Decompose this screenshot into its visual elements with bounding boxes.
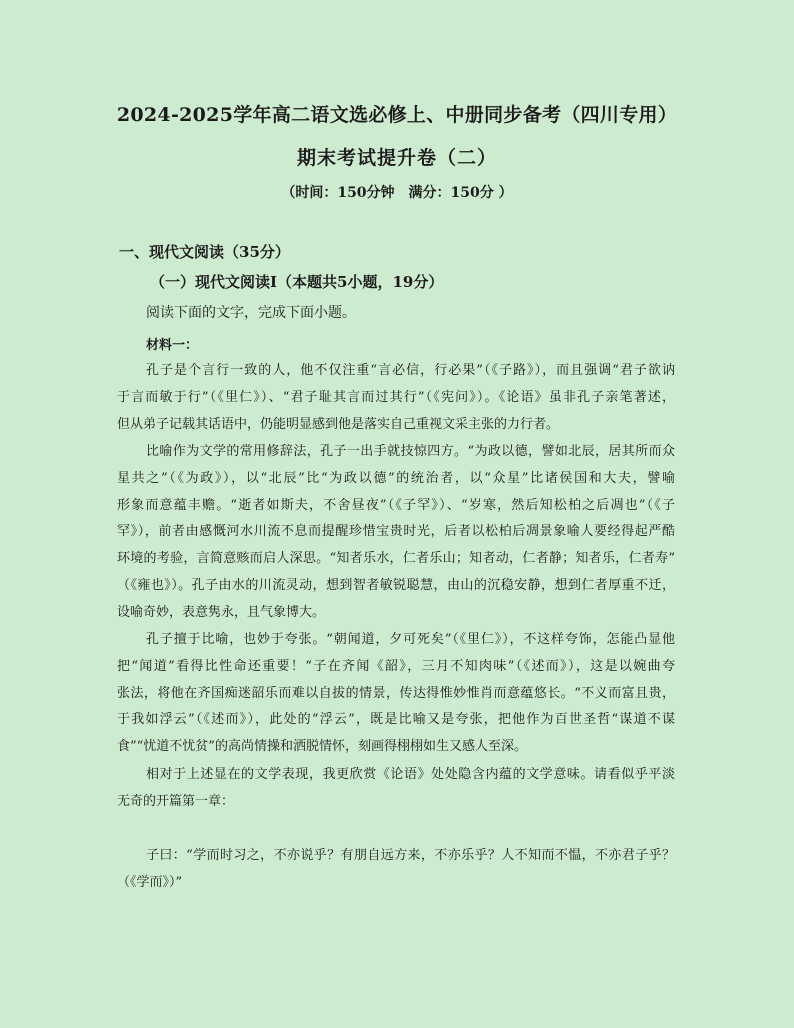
paragraph-line: 形象而意蕴丰赡。“逝者如斯夫，不舍昼夜”（《子罕》）、“岁寒，然后知松柏之后凋也”（《子 [117, 497, 675, 513]
paragraph-line: 设喻奇妙，表意隽永，且气象博大。 [117, 604, 326, 620]
paragraph-1 [117, 358, 675, 438]
paragraph-line: 无奇的开篇第一章： [117, 793, 235, 809]
paragraph-line: 环境的考验，言简意赅而启人深思。“知者乐水，仁者乐山；知者动，仁者静；知者乐，仁者寿” [117, 551, 675, 567]
section-heading: 一、现代文阅读（35分） [119, 243, 290, 261]
paragraph-line: （《学而》）” [117, 874, 183, 890]
paragraph-line: 子曰：“学而时习之，不亦说乎？有朋自远方来，不亦乐乎？人不知而不愠，不亦君子乎？ [146, 848, 675, 863]
subsection-heading: （一）现代文阅读Ⅰ（本题共5小题，19分） [150, 273, 444, 291]
paragraph-line: 罕》），前者由感慨河水川流不息而提醒珍惜宝贵时光，后者以松柏后凋景象喻人要经得起严酷 [117, 524, 675, 540]
paragraph-line: 于我如浮云”（《述而》），此处的“浮云”，既是比喻又是夸张，把他作为百世圣哲“谋道不谋 [117, 712, 675, 728]
paragraph-line: （《雍也》）。孔子由水的川流灵动，想到智者敏锐聪慧，由山的沉稳安静，想到仁者厚重不迁， [117, 577, 675, 593]
paragraph-line: 张法，将他在齐国痴迷韶乐而难以自拔的情景，传达得惟妙惟肖而意蕴悠长。“不义而富且贵， [117, 685, 675, 701]
paragraph-line: 星共之”（《为政》），以“北辰”比“为政以德”的统治者，以“众星”比诸侯国和大夫，譬喻 [117, 470, 675, 486]
paragraph-line: 但从弟子记载其话语中，仍能明显感到他是落实自己重视文采主张的力行者。 [117, 416, 560, 432]
material-label: 材料一： [146, 338, 199, 353]
quote-paragraph [117, 843, 675, 897]
paragraph-4 [117, 762, 675, 816]
paragraph-line: 把“闻道”看得比性命还重要！“子在齐闻《韶》，三月不知肉味”（《述而》），这是以婉曲夸 [117, 658, 675, 674]
exam-meta: （时间：150分钟 满分：150分 ） [281, 185, 513, 201]
reading-instruction: 阅读下面的文字，完成下面小题。 [146, 305, 356, 321]
document-subtitle: 期末考试提升卷（二） [296, 147, 497, 169]
paragraph-line: 食”“忧道不忧贫”的高尚情操和洒脱情怀，刻画得栩栩如生又感人至深。 [117, 739, 527, 755]
paragraph-line: 孔子擅于比喻，也妙于夸张。“朝闻道，夕可死矣”（《里仁》），不这样夸饰，怎能凸显他 [146, 632, 675, 647]
paragraph-line: 于言而敏于行”（《里仁》）、“君子耻其言而过其行”（《宪问》）。《论语》虽非孔子亲笔著述， [117, 389, 675, 405]
document-title: 2024-2025学年高二语文选必修上、中册同步备考（四川专用） [116, 104, 678, 126]
paragraph-2 [117, 439, 675, 627]
paragraph-line: 相对于上述显在的文学表现，我更欣赏《论语》处处隐含内蕴的文学意味。请看似乎平淡 [146, 767, 675, 782]
paragraph-3 [117, 627, 675, 761]
paragraph-line: 孔子是个言行一致的人，他不仅注重“言必信，行必果”（《子路》），而且强调“君子欲讷 [146, 363, 675, 378]
paragraph-line: 比喻作为文学的常用修辞法，孔子一出手就技惊四方。“为政以德，譬如北辰，居其所而众 [146, 444, 675, 459]
